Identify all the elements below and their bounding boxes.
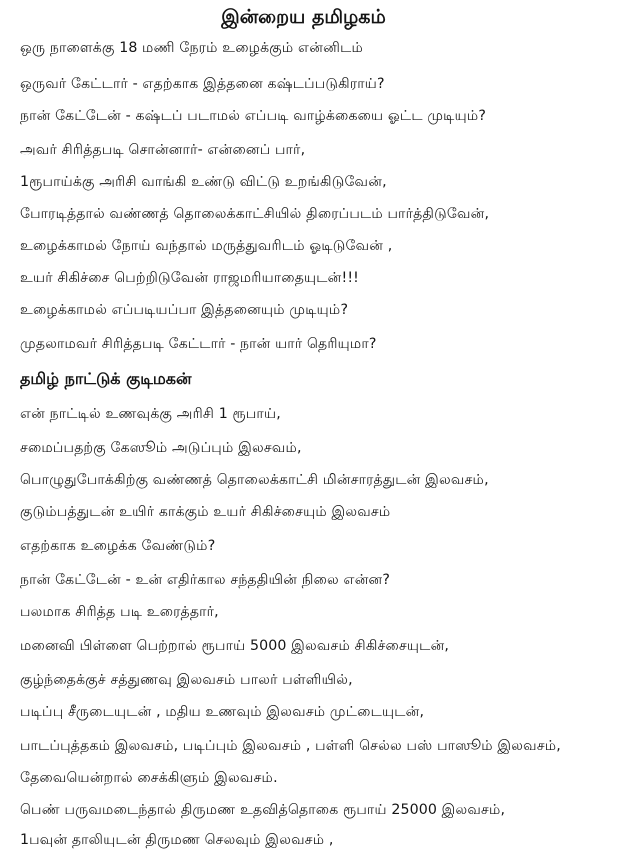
text-line-5: 1ரூபாய்க்கு அரிசி வாங்கி உண்டு விட்டு உறங்கிடுவேன்,: [20, 174, 387, 190]
text-line-24: 1பவுன் தாலியுடன் திருமண செலவும் இலவசம் ,: [20, 832, 334, 848]
text-line-3: நான் கேட்டேன் - கஷ்டப் படாமல் எப்படி வாழ்க்கையை ஓட்ட முடியும்?: [20, 108, 486, 124]
text-line-2: ஒருவர் கேட்டார் - எதற்காக இத்தனை கஷ்டப்படுகிராய்?: [20, 76, 385, 92]
text-line-22: தேவையென்றால் சைக்கிளும் இலவசம்.: [20, 770, 278, 786]
text-line-8: உயர் சிகிச்சை பெற்றிடுவேன் ராஜமரியாதையுடன்!!!: [20, 270, 359, 286]
text-line-21: பாடப்புத்தகம் இலவசம், படிப்பும் இலவசம் , பள்ளி செல்ல பஸ் பாஸூம் இலவசம்,: [20, 738, 561, 754]
text-line-11: என் நாட்டில் உணவுக்கு அரிசி 1 ரூபாய்,: [20, 406, 281, 422]
text-line-17: பலமாக சிரித்த படி உரைத்தார்,: [20, 604, 219, 620]
text-line-6: போரடித்தால் வண்ணத் தொலைக்காட்சியில் திரைப்படம் பார்த்திடுவேன்,: [20, 206, 490, 222]
page-title: இன்றைய தமிழகம்: [221, 6, 386, 28]
text-line-4: அவர் சிரித்தபடி சொன்னார்- என்னைப் பார்,: [20, 142, 306, 158]
text-line-12: சமைப்பதற்கு கேஸூம் அடுப்பும் இலசவம்,: [20, 440, 302, 456]
text-line-16: நான் கேட்டேன் - உன் எதிர்கால சந்ததியின் நிலை என்ன?: [20, 572, 391, 588]
text-line-10: முதலாமவர் சிரித்தபடி கேட்டார் - நான் யார் தெரியுமா?: [20, 336, 377, 352]
text-line-19: குழ்ந்தைக்குச் சத்துணவு இலவசம் பாலர் பள்ளியில்,: [20, 672, 353, 688]
text-line-14: குடும்பத்துடன் உயிர் காக்கும் உயர் சிகிச்சையும் இலவசம்: [20, 504, 391, 520]
section-heading: தமிழ் நாட்டுக் குடிமகன்: [20, 369, 192, 388]
text-line-7: உழைக்காமல் நோய் வந்தால் மருத்துவரிடம் ஓடிடுவேன் ,: [20, 238, 393, 254]
text-line-23: பெண் பருவமடைந்தால் திருமண உதவித்தொகை ரூபாய் 25000 இலவசம்,: [20, 802, 506, 818]
text-line-1: ஒரு நாளைக்கு 18 மணி நேரம் உழைக்கும் என்னிடம்: [20, 40, 364, 56]
text-line-13: பொழுதுபோக்கிற்கு வண்ணத் தொலைக்காட்சி மின்சாரத்துடன் இலவசம்,: [20, 472, 489, 488]
text-line-20: படிப்பு சீருடையுடன் , மதிய உணவும் இலவசம் முட்டையுடன்,: [20, 704, 425, 720]
text-line-18: மனைவி பிள்ளை பெற்றால் ரூபாய் 5000 இலவசம் சிகிச்சையுடன்,: [20, 638, 450, 654]
text-line-9: உழைக்காமல் எப்படியப்பா இத்தனையும் முடியும்?: [20, 302, 349, 318]
text-line-15: எதற்காக உழைக்க வேண்டும்?: [20, 538, 216, 554]
